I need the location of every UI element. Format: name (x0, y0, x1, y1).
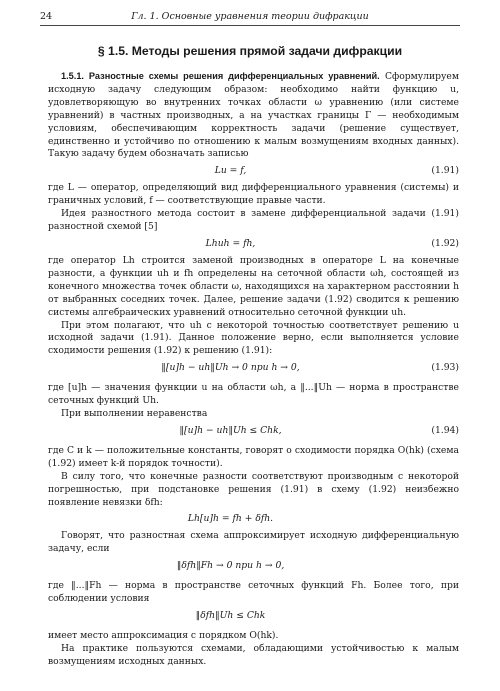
equation-number: (1.94) (431, 424, 459, 436)
equation-formula: ‖[u]h − uh‖Uh ≤ Chk, (179, 424, 282, 436)
equation-number: (1.92) (431, 237, 459, 249)
paragraph: где ‖...‖Fh — норма в пространстве сеточных функций Fh. Более того, при соблюдении условия (48, 580, 459, 605)
subsection-title: 1.5.1. Разностные схемы решения дифференциальных уравнений. (61, 71, 380, 81)
paragraph: где C и k — положительные константы, говорят о сходимости порядка O(hk) (схема (1.92) имеет k-й порядок точности). (48, 444, 459, 469)
equation-1-94 (48, 421, 459, 445)
paragraph: Говорят, что разностная схема аппроксимирует исходную дифференциальную задачу, если (48, 530, 459, 555)
equation-formula: Lhuh = fh, (205, 237, 256, 249)
paragraph: В силу того, что конечные разности соответствуют производным с некоторой погрешностью, при подстановке решения (1.91) в схему (1.92) неизбежно появление невязки δfh: (48, 470, 459, 508)
page-body (48, 70, 459, 669)
equation-1-92 (48, 234, 459, 255)
running-header (40, 9, 460, 26)
equation-1-93 (48, 358, 459, 382)
paragraph: При выполнении неравенства (61, 408, 208, 420)
equation-formula: ‖δfh‖Uh ≤ Chk (195, 610, 266, 622)
paragraph: где L — оператор, определяющий вид дифференциального уравнения (системы) и граничных условий, f — соответствующие правые части. (48, 182, 459, 207)
running-title: Гл. 1. Основные уравнения теории дифракции (131, 11, 369, 22)
intro-text: Сформулируем исходную задачу следующим образом: необходимо найти функцию u, удовлетворяющую во внутренних точках области ω уравнению (или системе уравнений) в частных производных, а на участках границы Γ — необходимым условиям, обеспечивающим корректность задачи (решение существует, единственно и устойчиво по отношению к малым возмущениям входных данных). Такую задачу будем обозначать записью (48, 71, 460, 160)
paragraph: где [u]h — значения функции u на области ωh, а ‖...‖Uh — норма в пространстве сеточных функций Uh. (48, 382, 459, 407)
equation-1-91 (48, 161, 459, 182)
equation-formula: Lh[u]h = fh + δfh. (187, 513, 274, 525)
paragraph: имеет место аппроксимация с порядком O(hk). (48, 630, 279, 642)
paragraph-intro (48, 70, 459, 161)
paragraph: На практике пользуются схемами, обладающими устойчивостью к малым возмущениям исходных данных. (48, 643, 459, 667)
section-title: § 1.5. Методы решения прямой задачи дифракции (97, 44, 403, 58)
equation-number: (1.91) (431, 165, 459, 177)
equation-condition (48, 606, 459, 630)
equation-number: (1.93) (431, 362, 459, 374)
equation-residual (48, 509, 459, 530)
paragraph: Идея разностного метода состоит в замене дифференциальной задачи (1.91) разностной схемой [5] (48, 208, 459, 233)
equation-approximation (48, 556, 459, 580)
equation-formula: ‖δfh‖Fh → 0 при h → 0, (176, 560, 285, 572)
paragraph: где оператор Lh строится заменой производных в операторе L на конечные разности, а функции uh и fh определены на сеточной области ωh, состоящей из конечного множества точек области ω, находящихся на характерном расстоянии h от выбранных соседних точек. Далее, решение задачи (1.92) сводится к решению системы алгебраических уравнений относительно сеточной функции uh. (48, 254, 459, 318)
page-number: 24 (40, 11, 53, 22)
equation-formula: Lu = f, (214, 165, 247, 177)
paragraph: При этом полагают, что uh с некоторой точностью соответствует решению u исходной задачи (1.91). Данное положение верно, если выполняется условие сходимости решения (1.92) к решению (1.91): (48, 319, 459, 357)
equation-formula: ‖[u]h − uh‖Uh → 0 при h → 0, (161, 362, 300, 374)
